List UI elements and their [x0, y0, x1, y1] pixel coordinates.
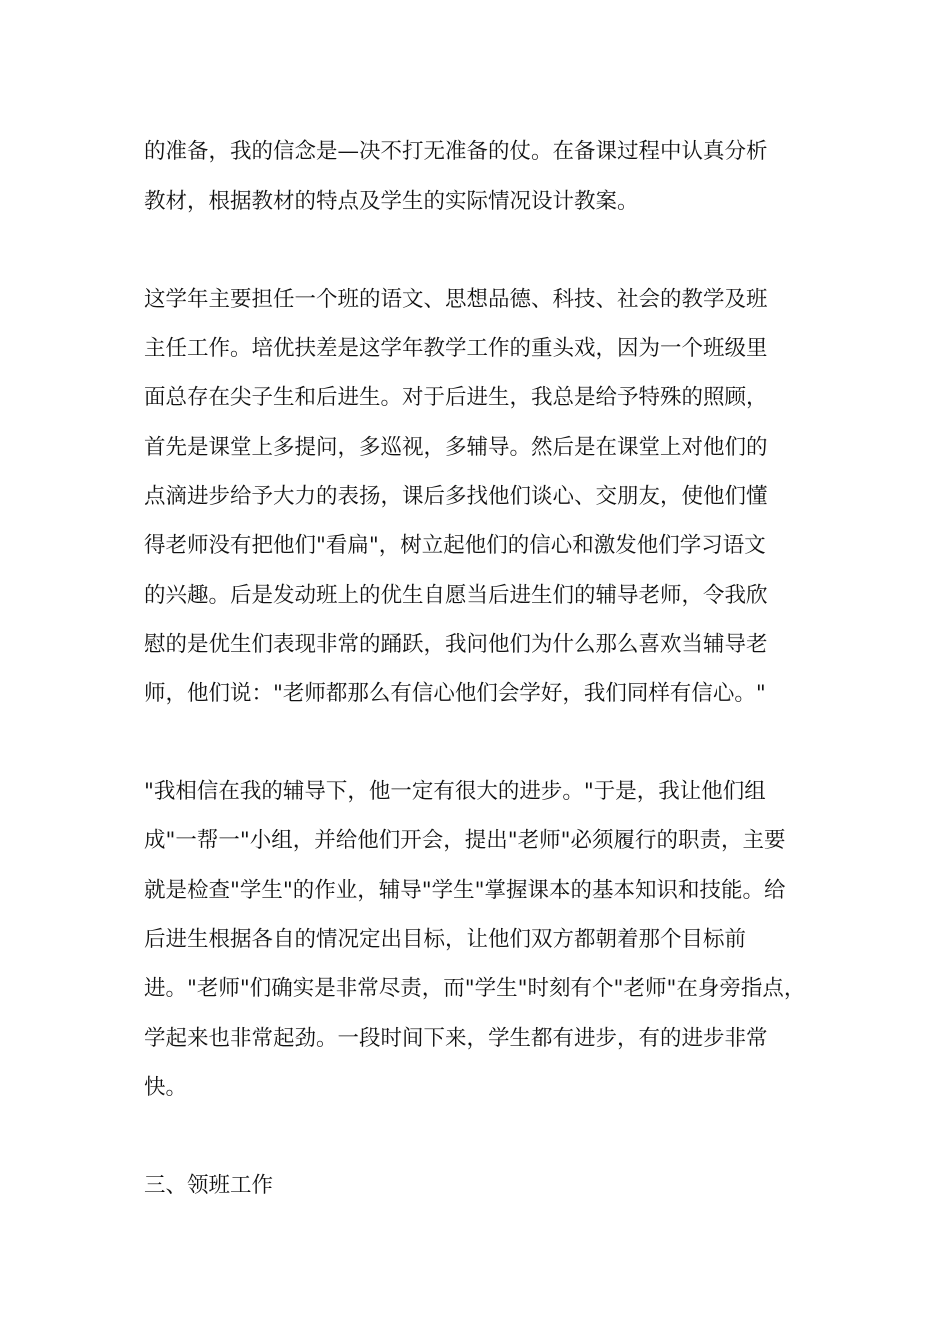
paragraph-2-line-4: 首先是课堂上多提问，多巡视，多辅导。然后是在课堂上对他们的 [144, 435, 768, 460]
paragraph-3-line-3: 就是检查"学生"的作业，辅导"学生"掌握课本的基本知识和技能。给 [144, 878, 786, 903]
paragraph-1-line-1: 的准备，我的信念是—决不打无准备的仗。在备课过程中认真分析 [144, 139, 768, 164]
paragraph-2-line-8: 慰的是优生们表现非常的踊跃，我问他们为什么那么喜欢当辅导老 [144, 632, 768, 657]
paragraph-2-line-6: 得老师没有把他们"看扁"，树立起他们的信心和激发他们学习语文 [144, 533, 766, 558]
paragraph-2-line-5: 点滴进步给予大力的表扬，课后多找他们谈心、交朋友，使他们懂 [144, 484, 768, 509]
paragraph-3-line-1: "我相信在我的辅导下，他一定有很大的进步。"于是，我让他们组 [144, 779, 766, 804]
paragraph-1-line-2: 教材，根据教材的特点及学生的实际情况设计教案。 [144, 189, 639, 214]
paragraph-3-line-7: 快。 [144, 1075, 188, 1100]
paragraph-3-line-4: 后进生根据各自的情况定出目标，让他们双方都朝着那个目标前 [144, 927, 747, 952]
paragraph-2-line-3: 面总存在尖子生和后进生。对于后进生，我总是给予特殊的照顾， [144, 385, 768, 410]
paragraph-3-line-6: 学起来也非常起劲。一段时间下来，学生都有进步，有的进步非常 [144, 1026, 768, 1051]
paragraph-2-line-7: 的兴趣。后是发动班上的优生自愿当后进生们的辅导老师，令我欣 [144, 583, 768, 608]
paragraph-2-line-2: 主任工作。培优扶差是这学年教学工作的重头戏，因为一个班级里 [144, 336, 768, 361]
paragraph-2-line-1: 这学年主要担任一个班的语文、思想品德、科技、社会的教学及班 [144, 287, 768, 312]
paragraph-2-line-9: 师，他们说："老师都那么有信心他们会学好，我们同样有信心。" [144, 681, 766, 706]
section-heading: 三、领班工作 [144, 1173, 274, 1198]
paragraph-3-line-5: 进。"老师"们确实是非常尽责，而"学生"时刻有个"老师"在身旁指点， [144, 976, 806, 1001]
paragraph-3-line-2: 成"一帮一"小组，并给他们开会，提出"老师"必须履行的职责，主要 [144, 828, 786, 853]
